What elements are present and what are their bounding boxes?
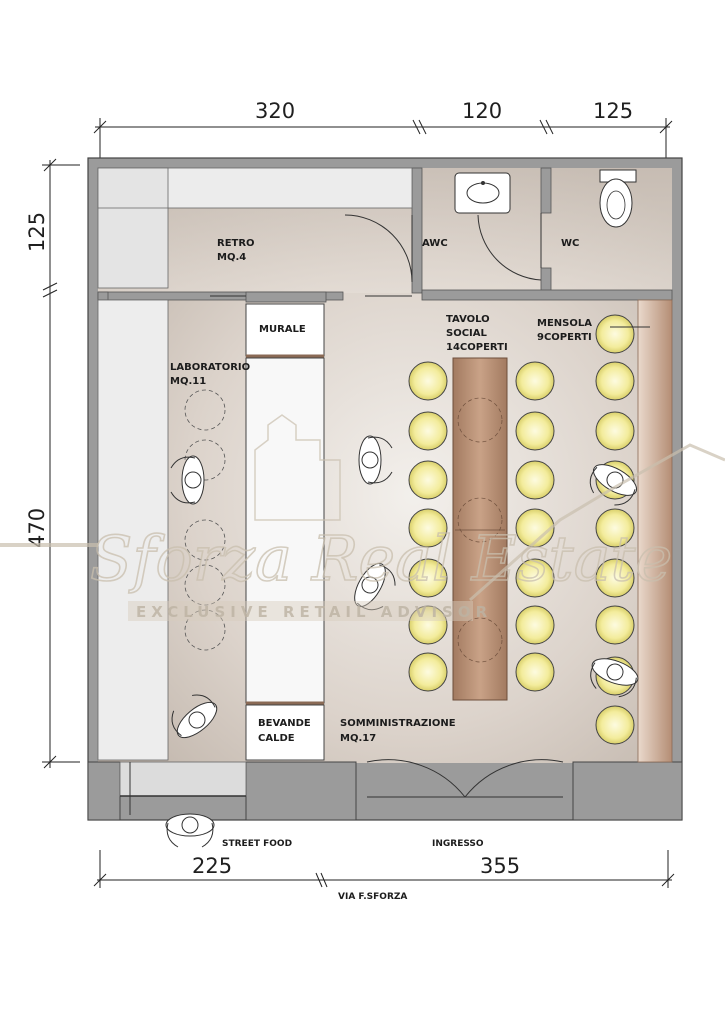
retro-side-counter — [98, 168, 168, 288]
label-retro-area: MQ.4 — [217, 252, 247, 263]
stool-icon — [596, 315, 634, 353]
dim-bottom-right: 355 — [480, 854, 521, 878]
label-somministrazione: SOMMINISTRAZIONE — [340, 718, 456, 729]
label-street-food: STREET FOOD — [222, 839, 293, 849]
stool-icon — [596, 412, 634, 450]
street-food-window — [120, 762, 246, 796]
watermark-tagline: EXCLUSIVE RETAIL ADVISOR — [136, 603, 493, 621]
stool-icon — [409, 461, 447, 499]
dim-top-left: 320 — [255, 99, 296, 123]
stool-icon — [409, 412, 447, 450]
dim-bottom-left: 225 — [192, 854, 233, 878]
label-via: VIA F.SFORZA — [338, 892, 408, 902]
stool-icon — [596, 606, 634, 644]
stool-icon — [516, 362, 554, 400]
label-ingresso: INGRESSO — [432, 839, 484, 849]
watermark-brand: Sforza Real Estate — [90, 522, 673, 595]
label-bevande: BEVANDE — [258, 718, 311, 729]
label-retro: RETRO — [217, 238, 255, 249]
label-tavolo: TAVOLO — [446, 314, 490, 325]
sink-icon — [455, 173, 510, 213]
dim-top-right: 125 — [593, 99, 634, 123]
label-wc: WC — [561, 238, 580, 249]
label-awc: AWC — [422, 238, 448, 249]
stool-icon — [596, 362, 634, 400]
stool-icon — [516, 412, 554, 450]
stool-icon — [516, 461, 554, 499]
label-calde: CALDE — [258, 733, 295, 744]
person-icon — [166, 814, 214, 847]
dim-left-main: 470 — [25, 507, 49, 548]
label-somministrazione-area: MQ.17 — [340, 733, 377, 744]
murale-wall-top — [246, 292, 326, 302]
stool-icon — [516, 606, 554, 644]
label-tavolo-coperti: 14COPERTI — [446, 342, 508, 353]
label-mensola: MENSOLA — [537, 318, 592, 329]
dim-left-top: 125 — [25, 211, 49, 252]
label-mensola-coperti: 9COPERTI — [537, 332, 592, 343]
stool-icon — [516, 653, 554, 691]
stool-icon — [596, 706, 634, 744]
label-social: SOCIAL — [446, 328, 487, 339]
dim-top-mid: 120 — [462, 99, 503, 123]
label-laboratorio-area: MQ.11 — [170, 376, 207, 387]
stool-icon — [409, 653, 447, 691]
label-murale: MURALE — [259, 324, 306, 335]
label-laboratorio: LABORATORIO — [170, 362, 251, 373]
stool-icon — [409, 362, 447, 400]
